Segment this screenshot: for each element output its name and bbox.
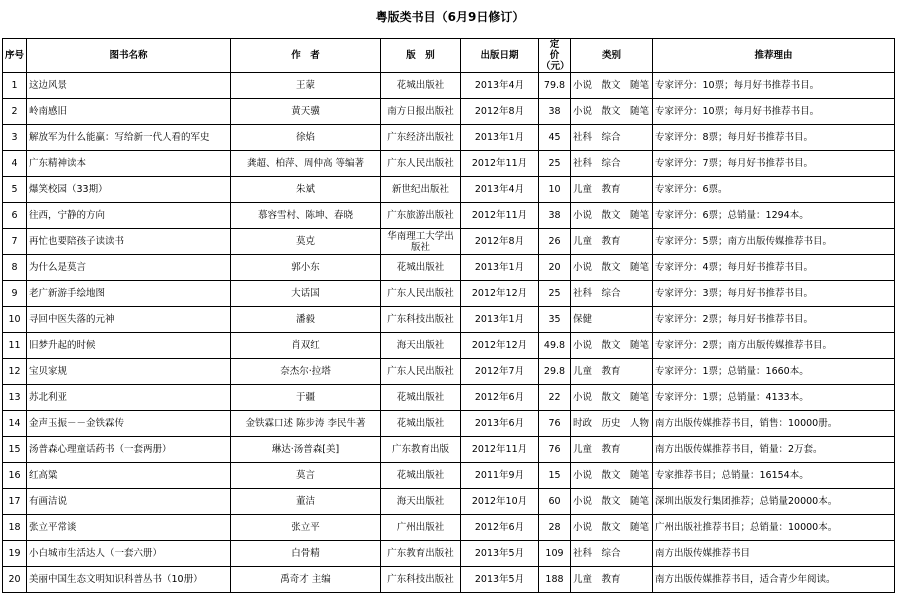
cell-publish-date: 2013年4月 xyxy=(461,73,539,99)
cell-reason: 南方出版传媒推荐书目，销量：2万套。 xyxy=(653,437,895,463)
cell-author: 奈杰尔·拉塔 xyxy=(231,359,381,385)
cell-publisher: 海天出版社 xyxy=(381,489,461,515)
table-body xyxy=(3,73,895,593)
cell-category: 社科 综合 xyxy=(571,151,653,177)
cell-no: 3 xyxy=(3,125,27,151)
cell-no: 16 xyxy=(3,463,27,489)
cell-book-name: 为什么是莫言 xyxy=(27,255,231,281)
cell-reason: 专家评分：7票；每月好书推荐书目。 xyxy=(653,151,895,177)
book-list-table xyxy=(2,38,895,593)
cell-book-name: 解放军为什么能赢：写给新一代人看的军史 xyxy=(27,125,231,151)
cell-category: 小说 散文 随笔 xyxy=(571,203,653,229)
cell-price: 20 xyxy=(539,255,571,281)
cell-publisher: 花城出版社 xyxy=(381,255,461,281)
cell-reason: 专家评分：3票；每月好书推荐书目。 xyxy=(653,281,895,307)
cell-price: 10 xyxy=(539,177,571,203)
cell-publish-date: 2013年1月 xyxy=(461,125,539,151)
table-row xyxy=(3,437,895,463)
table-row xyxy=(3,567,895,593)
cell-author: 禹奇才 主编 xyxy=(231,567,381,593)
table-row xyxy=(3,125,895,151)
cell-author: 大话国 xyxy=(231,281,381,307)
cell-reason: 专家评分：10票；每月好书推荐书目。 xyxy=(653,99,895,125)
cell-book-name: 旧梦升起的时候 xyxy=(27,333,231,359)
cell-publish-date: 2013年1月 xyxy=(461,255,539,281)
cell-reason: 专家评分：1票；总销量：1660本。 xyxy=(653,359,895,385)
cell-author: 琳达·汤普森[美] xyxy=(231,437,381,463)
cell-book-name: 张立平常谈 xyxy=(27,515,231,541)
cell-author: 朱斌 xyxy=(231,177,381,203)
cell-price: 35 xyxy=(539,307,571,333)
cell-publish-date: 2012年11月 xyxy=(461,437,539,463)
cell-author: 龚超、柏萍、周仲高 等编著 xyxy=(231,151,381,177)
cell-publisher: 广东科技出版社 xyxy=(381,307,461,333)
cell-category: 小说 散文 随笔 xyxy=(571,99,653,125)
header-reason: 推荐理由 xyxy=(653,39,895,73)
cell-no: 7 xyxy=(3,229,27,255)
cell-publisher: 广东经济出版社 xyxy=(381,125,461,151)
cell-book-name: 广东精神读本 xyxy=(27,151,231,177)
cell-price: 29.8 xyxy=(539,359,571,385)
cell-no: 15 xyxy=(3,437,27,463)
cell-reason: 南方出版传媒推荐书目，适合青少年阅读。 xyxy=(653,567,895,593)
cell-book-name: 这边风景 xyxy=(27,73,231,99)
cell-publisher: 广东教育出版社 xyxy=(381,541,461,567)
cell-publish-date: 2013年4月 xyxy=(461,177,539,203)
table-row xyxy=(3,385,895,411)
table-row xyxy=(3,411,895,437)
table-row xyxy=(3,359,895,385)
cell-book-name: 寻回中医失落的元神 xyxy=(27,307,231,333)
table-header-row xyxy=(3,39,895,73)
table-row xyxy=(3,333,895,359)
cell-price: 25 xyxy=(539,281,571,307)
cell-reason: 专家评分：6票。 xyxy=(653,177,895,203)
cell-no: 2 xyxy=(3,99,27,125)
cell-category: 保健 xyxy=(571,307,653,333)
cell-price: 109 xyxy=(539,541,571,567)
cell-publish-date: 2012年8月 xyxy=(461,229,539,255)
cell-publisher: 广东人民出版社 xyxy=(381,359,461,385)
header-name: 图书名称 xyxy=(27,39,231,73)
cell-no: 11 xyxy=(3,333,27,359)
cell-no: 4 xyxy=(3,151,27,177)
cell-author: 慕容雪村、陈坤、春晓 xyxy=(231,203,381,229)
cell-publisher: 花城出版社 xyxy=(381,73,461,99)
table-row xyxy=(3,73,895,99)
cell-price: 25 xyxy=(539,151,571,177)
cell-price: 45 xyxy=(539,125,571,151)
cell-reason: 南方出版传媒推荐书目 xyxy=(653,541,895,567)
cell-book-name: 再忙也要陪孩子读读书 xyxy=(27,229,231,255)
cell-no: 9 xyxy=(3,281,27,307)
cell-publish-date: 2013年6月 xyxy=(461,411,539,437)
cell-publish-date: 2012年6月 xyxy=(461,385,539,411)
cell-author: 金铁霖口述 陈步涛 李民牛著 xyxy=(231,411,381,437)
cell-book-name: 宝贝家规 xyxy=(27,359,231,385)
cell-reason: 南方出版传媒推荐书目，销售：10000册。 xyxy=(653,411,895,437)
cell-category: 社科 综合 xyxy=(571,541,653,567)
cell-reason: 专家评分：1票；总销量：4133本。 xyxy=(653,385,895,411)
header-price: 定 价（元） xyxy=(539,39,571,73)
header-category: 类别 xyxy=(571,39,653,73)
cell-publish-date: 2011年9月 xyxy=(461,463,539,489)
table-row xyxy=(3,489,895,515)
cell-price: 26 xyxy=(539,229,571,255)
header-publisher: 版 别 xyxy=(381,39,461,73)
cell-category: 儿童 教育 xyxy=(571,229,653,255)
header-date: 出版日期 xyxy=(461,39,539,73)
cell-price: 15 xyxy=(539,463,571,489)
cell-publisher: 广东科技出版社 xyxy=(381,567,461,593)
cell-publisher: 花城出版社 xyxy=(381,463,461,489)
cell-reason: 专家评分：5票；南方出版传媒推荐书目。 xyxy=(653,229,895,255)
cell-author: 张立平 xyxy=(231,515,381,541)
cell-reason: 专家评分：4票；每月好书推荐书目。 xyxy=(653,255,895,281)
cell-publish-date: 2013年5月 xyxy=(461,541,539,567)
cell-author: 王蒙 xyxy=(231,73,381,99)
cell-author: 肖双红 xyxy=(231,333,381,359)
cell-category: 时政 历史 人物 xyxy=(571,411,653,437)
cell-category: 小说 散文 随笔 xyxy=(571,255,653,281)
cell-no: 13 xyxy=(3,385,27,411)
table-row xyxy=(3,177,895,203)
table-row xyxy=(3,99,895,125)
cell-reason: 专家评分：8票；每月好书推荐书目。 xyxy=(653,125,895,151)
cell-publisher: 华南理工大学出版社 xyxy=(381,229,461,255)
cell-category: 社科 综合 xyxy=(571,281,653,307)
cell-author: 徐焰 xyxy=(231,125,381,151)
cell-book-name: 苏北利亚 xyxy=(27,385,231,411)
cell-no: 17 xyxy=(3,489,27,515)
cell-publisher: 海天出版社 xyxy=(381,333,461,359)
cell-book-name: 汤普森心理童话药书（一套两册） xyxy=(27,437,231,463)
cell-book-name: 有画洁说 xyxy=(27,489,231,515)
table-row xyxy=(3,229,895,255)
header-no: 序号 xyxy=(3,39,27,73)
cell-category: 儿童 教育 xyxy=(571,437,653,463)
cell-publish-date: 2012年11月 xyxy=(461,203,539,229)
cell-publish-date: 2012年7月 xyxy=(461,359,539,385)
cell-publish-date: 2012年12月 xyxy=(461,281,539,307)
cell-book-name: 美丽中国生态文明知识科普丛书（10册） xyxy=(27,567,231,593)
cell-publisher: 广州出版社 xyxy=(381,515,461,541)
cell-publish-date: 2012年11月 xyxy=(461,151,539,177)
table-row xyxy=(3,463,895,489)
table-row xyxy=(3,515,895,541)
cell-author: 白骨精 xyxy=(231,541,381,567)
page-title: 粤版类书目（6月9日修订） xyxy=(375,10,525,24)
cell-reason: 广州出版社推荐书目；总销量：10000本。 xyxy=(653,515,895,541)
cell-category: 小说 散文 随笔 xyxy=(571,385,653,411)
table-row xyxy=(3,255,895,281)
cell-category: 小说 散文 随笔 xyxy=(571,463,653,489)
cell-reason: 专家评分：2票；每月好书推荐书目。 xyxy=(653,307,895,333)
cell-author: 郭小东 xyxy=(231,255,381,281)
cell-publisher: 花城出版社 xyxy=(381,385,461,411)
cell-publisher: 广东教育出版 xyxy=(381,437,461,463)
cell-author: 于疆 xyxy=(231,385,381,411)
cell-category: 社科 综合 xyxy=(571,125,653,151)
cell-publisher: 广东旅游出版社 xyxy=(381,203,461,229)
cell-publisher: 南方日报出版社 xyxy=(381,99,461,125)
cell-book-name: 往西，宁静的方向 xyxy=(27,203,231,229)
cell-price: 76 xyxy=(539,437,571,463)
cell-reason: 专家评分：6票；总销量：1294本。 xyxy=(653,203,895,229)
cell-book-name: 爆笑校园（33期） xyxy=(27,177,231,203)
cell-no: 5 xyxy=(3,177,27,203)
cell-no: 20 xyxy=(3,567,27,593)
cell-reason: 深圳出版发行集团推荐；总销量20000本。 xyxy=(653,489,895,515)
table-row xyxy=(3,203,895,229)
cell-book-name: 金声玉振－－金铁霖传 xyxy=(27,411,231,437)
header-author: 作 者 xyxy=(231,39,381,73)
cell-no: 18 xyxy=(3,515,27,541)
cell-author: 莫言 xyxy=(231,463,381,489)
cell-publish-date: 2013年5月 xyxy=(461,567,539,593)
table-row xyxy=(3,307,895,333)
cell-price: 49.8 xyxy=(539,333,571,359)
cell-author: 莫克 xyxy=(231,229,381,255)
cell-publish-date: 2013年1月 xyxy=(461,307,539,333)
cell-publish-date: 2012年6月 xyxy=(461,515,539,541)
cell-price: 38 xyxy=(539,99,571,125)
cell-category: 儿童 教育 xyxy=(571,567,653,593)
cell-category: 儿童 教育 xyxy=(571,177,653,203)
cell-reason: 专家评分：10票；每月好书推荐书目。 xyxy=(653,73,895,99)
cell-author: 黄天骥 xyxy=(231,99,381,125)
cell-author: 董洁 xyxy=(231,489,381,515)
table-row xyxy=(3,281,895,307)
cell-price: 60 xyxy=(539,489,571,515)
cell-book-name: 岭南感旧 xyxy=(27,99,231,125)
table-row xyxy=(3,151,895,177)
cell-price: 38 xyxy=(539,203,571,229)
cell-no: 19 xyxy=(3,541,27,567)
cell-publisher: 花城出版社 xyxy=(381,411,461,437)
cell-publisher: 新世纪出版社 xyxy=(381,177,461,203)
cell-book-name: 老广新游手绘地图 xyxy=(27,281,231,307)
cell-publisher: 广东人民出版社 xyxy=(381,151,461,177)
cell-category: 小说 散文 随笔 xyxy=(571,489,653,515)
cell-publish-date: 2012年10月 xyxy=(461,489,539,515)
cell-no: 1 xyxy=(3,73,27,99)
cell-no: 6 xyxy=(3,203,27,229)
cell-reason: 专家推荐书目；总销量：16154本。 xyxy=(653,463,895,489)
cell-category: 儿童 教育 xyxy=(571,359,653,385)
cell-price: 79.8 xyxy=(539,73,571,99)
cell-publish-date: 2012年12月 xyxy=(461,333,539,359)
cell-price: 188 xyxy=(539,567,571,593)
cell-price: 22 xyxy=(539,385,571,411)
cell-book-name: 红高粱 xyxy=(27,463,231,489)
cell-category: 小说 散文 随笔 xyxy=(571,333,653,359)
cell-no: 8 xyxy=(3,255,27,281)
cell-no: 14 xyxy=(3,411,27,437)
cell-publisher: 广东人民出版社 xyxy=(381,281,461,307)
cell-no: 12 xyxy=(3,359,27,385)
cell-category: 小说 散文 随笔 xyxy=(571,73,653,99)
cell-reason: 专家评分：2票；南方出版传媒推荐书目。 xyxy=(653,333,895,359)
cell-publish-date: 2012年8月 xyxy=(461,99,539,125)
cell-author: 潘毅 xyxy=(231,307,381,333)
cell-no: 10 xyxy=(3,307,27,333)
cell-price: 76 xyxy=(539,411,571,437)
table-row xyxy=(3,541,895,567)
cell-book-name: 小白城市生活达人（一套六册） xyxy=(27,541,231,567)
cell-category: 小说 散文 随笔 xyxy=(571,515,653,541)
cell-price: 28 xyxy=(539,515,571,541)
